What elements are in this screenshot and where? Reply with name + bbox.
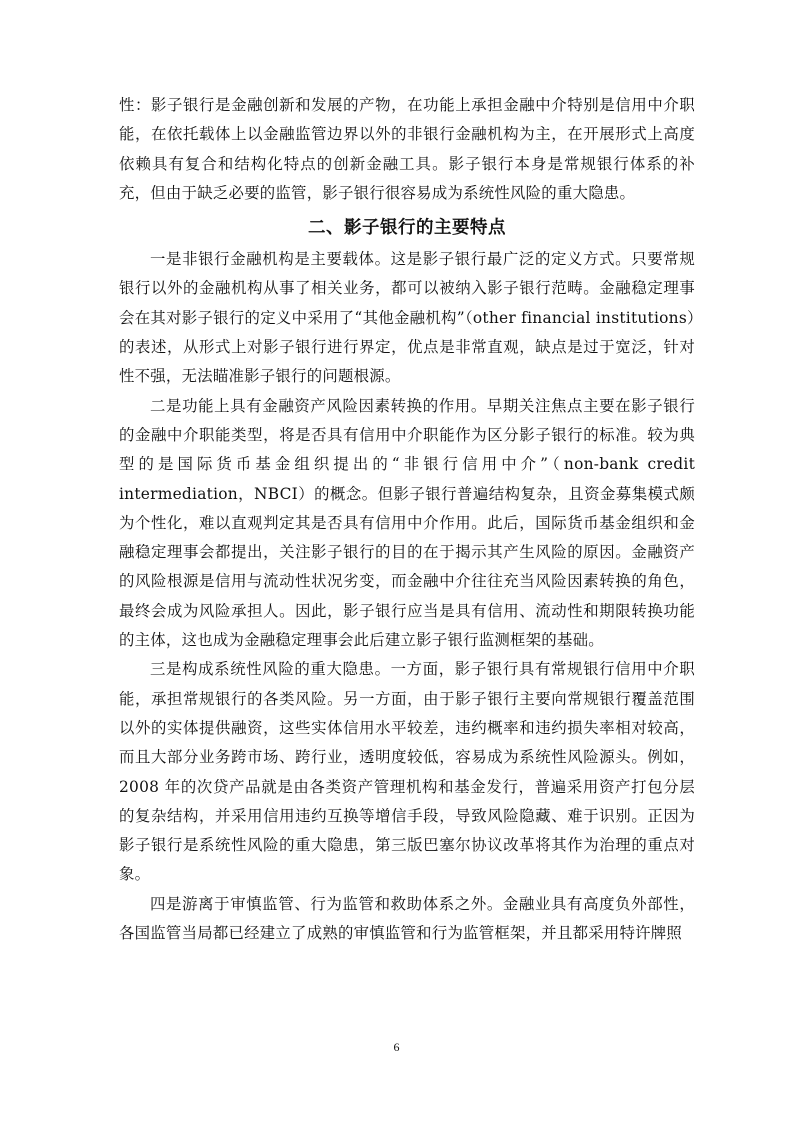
paragraph-feature-2: 二是功能上具有金融资产风险因素转换的作用。早期关注焦点主要在影子银行的金融中介职能类型，将是否具有信用中介职能作为区分影子银行的标准。较为典型的是国际货币基金组织提出的“非银行信用中介”（non-bank credit intermediation，NBCI）的概念。但影子银行普遍结构复杂，且资金募集模式颇为个性化，难以直观判定其是否具有信用中介作用。此后，国际货币基金组织和金融稳定理事会都提出，关注影子银行的目的在于揭示其产生风险的原因。金融资产的风险根源是信用与流动性状况劣变，而金融中介往往充当风险因素转换的角色，最终会成为风险承担人。因此，影子银行应当是具有信用、流动性和期限转换功能的主体，这也成为金融稳定理事会此后建立影子银行监测框架的基础。 xyxy=(119,396,695,650)
paragraph-feature-4: 四是游离于审慎监管、行为监管和救助体系之外。金融业具有高度负外部性，各国监管当局都已经建立了成熟的审慎监管和行为监管框架，并且都采用特许牌照 xyxy=(119,894,695,943)
paragraph-feature-1: 一是非银行金融机构是主要载体。这是影子银行最广泛的定义方式。只要常规银行以外的金融机构从事了相关业务，都可以被纳入影子银行范畴。金融稳定理事会在其对影子银行的定义中采用了“其他金融机构”（other financial institutions）的表述，从形式上对影子银行进行界定，优点是非常直观，缺点是过于宽泛，针对性不强，无法瞄准影子银行的问题根源。 xyxy=(119,250,695,386)
paragraph-feature-3: 三是构成系统性风险的重大隐患。一方面，影子银行具有常规银行信用中介职能，承担常规银行的各类风险。另一方面，由于影子银行主要向常规银行覆盖范围以外的实体提供融资，这些实体信用水平较差，违约概率和违约损失率相对较高，而且大部分业务跨市场、跨行业，透明度较低，容易成为系统性风险源头。例如，2008 年的次贷产品就是由各类资产管理机构和基金发行，普遍采用资产打包分层的复杂结构，并采用信用违约互换等增信手段，导致风险隐藏、难于识别。正因为影子银行是系统性风险的重大隐患，第三版巴塞尔协议改革将其作为治理的重点对象。 xyxy=(119,660,695,884)
page-number: 6 xyxy=(393,1040,400,1054)
paragraph-continued: 性：影子银行是金融创新和发展的产物，在功能上承担金融中介特别是信用中介职能，在依托载体上以金融监管边界以外的非银行金融机构为主，在开展形式上高度依赖具有复合和结构化特点的创新金融工具。影子银行本身是常规银行体系的补充，但由于缺乏必要的监管，影子银行很容易成为系统性风险的重大隐患。 xyxy=(119,96,695,202)
section-heading: 二、影子银行的主要特点 xyxy=(308,218,506,239)
body-text xyxy=(119,91,695,948)
